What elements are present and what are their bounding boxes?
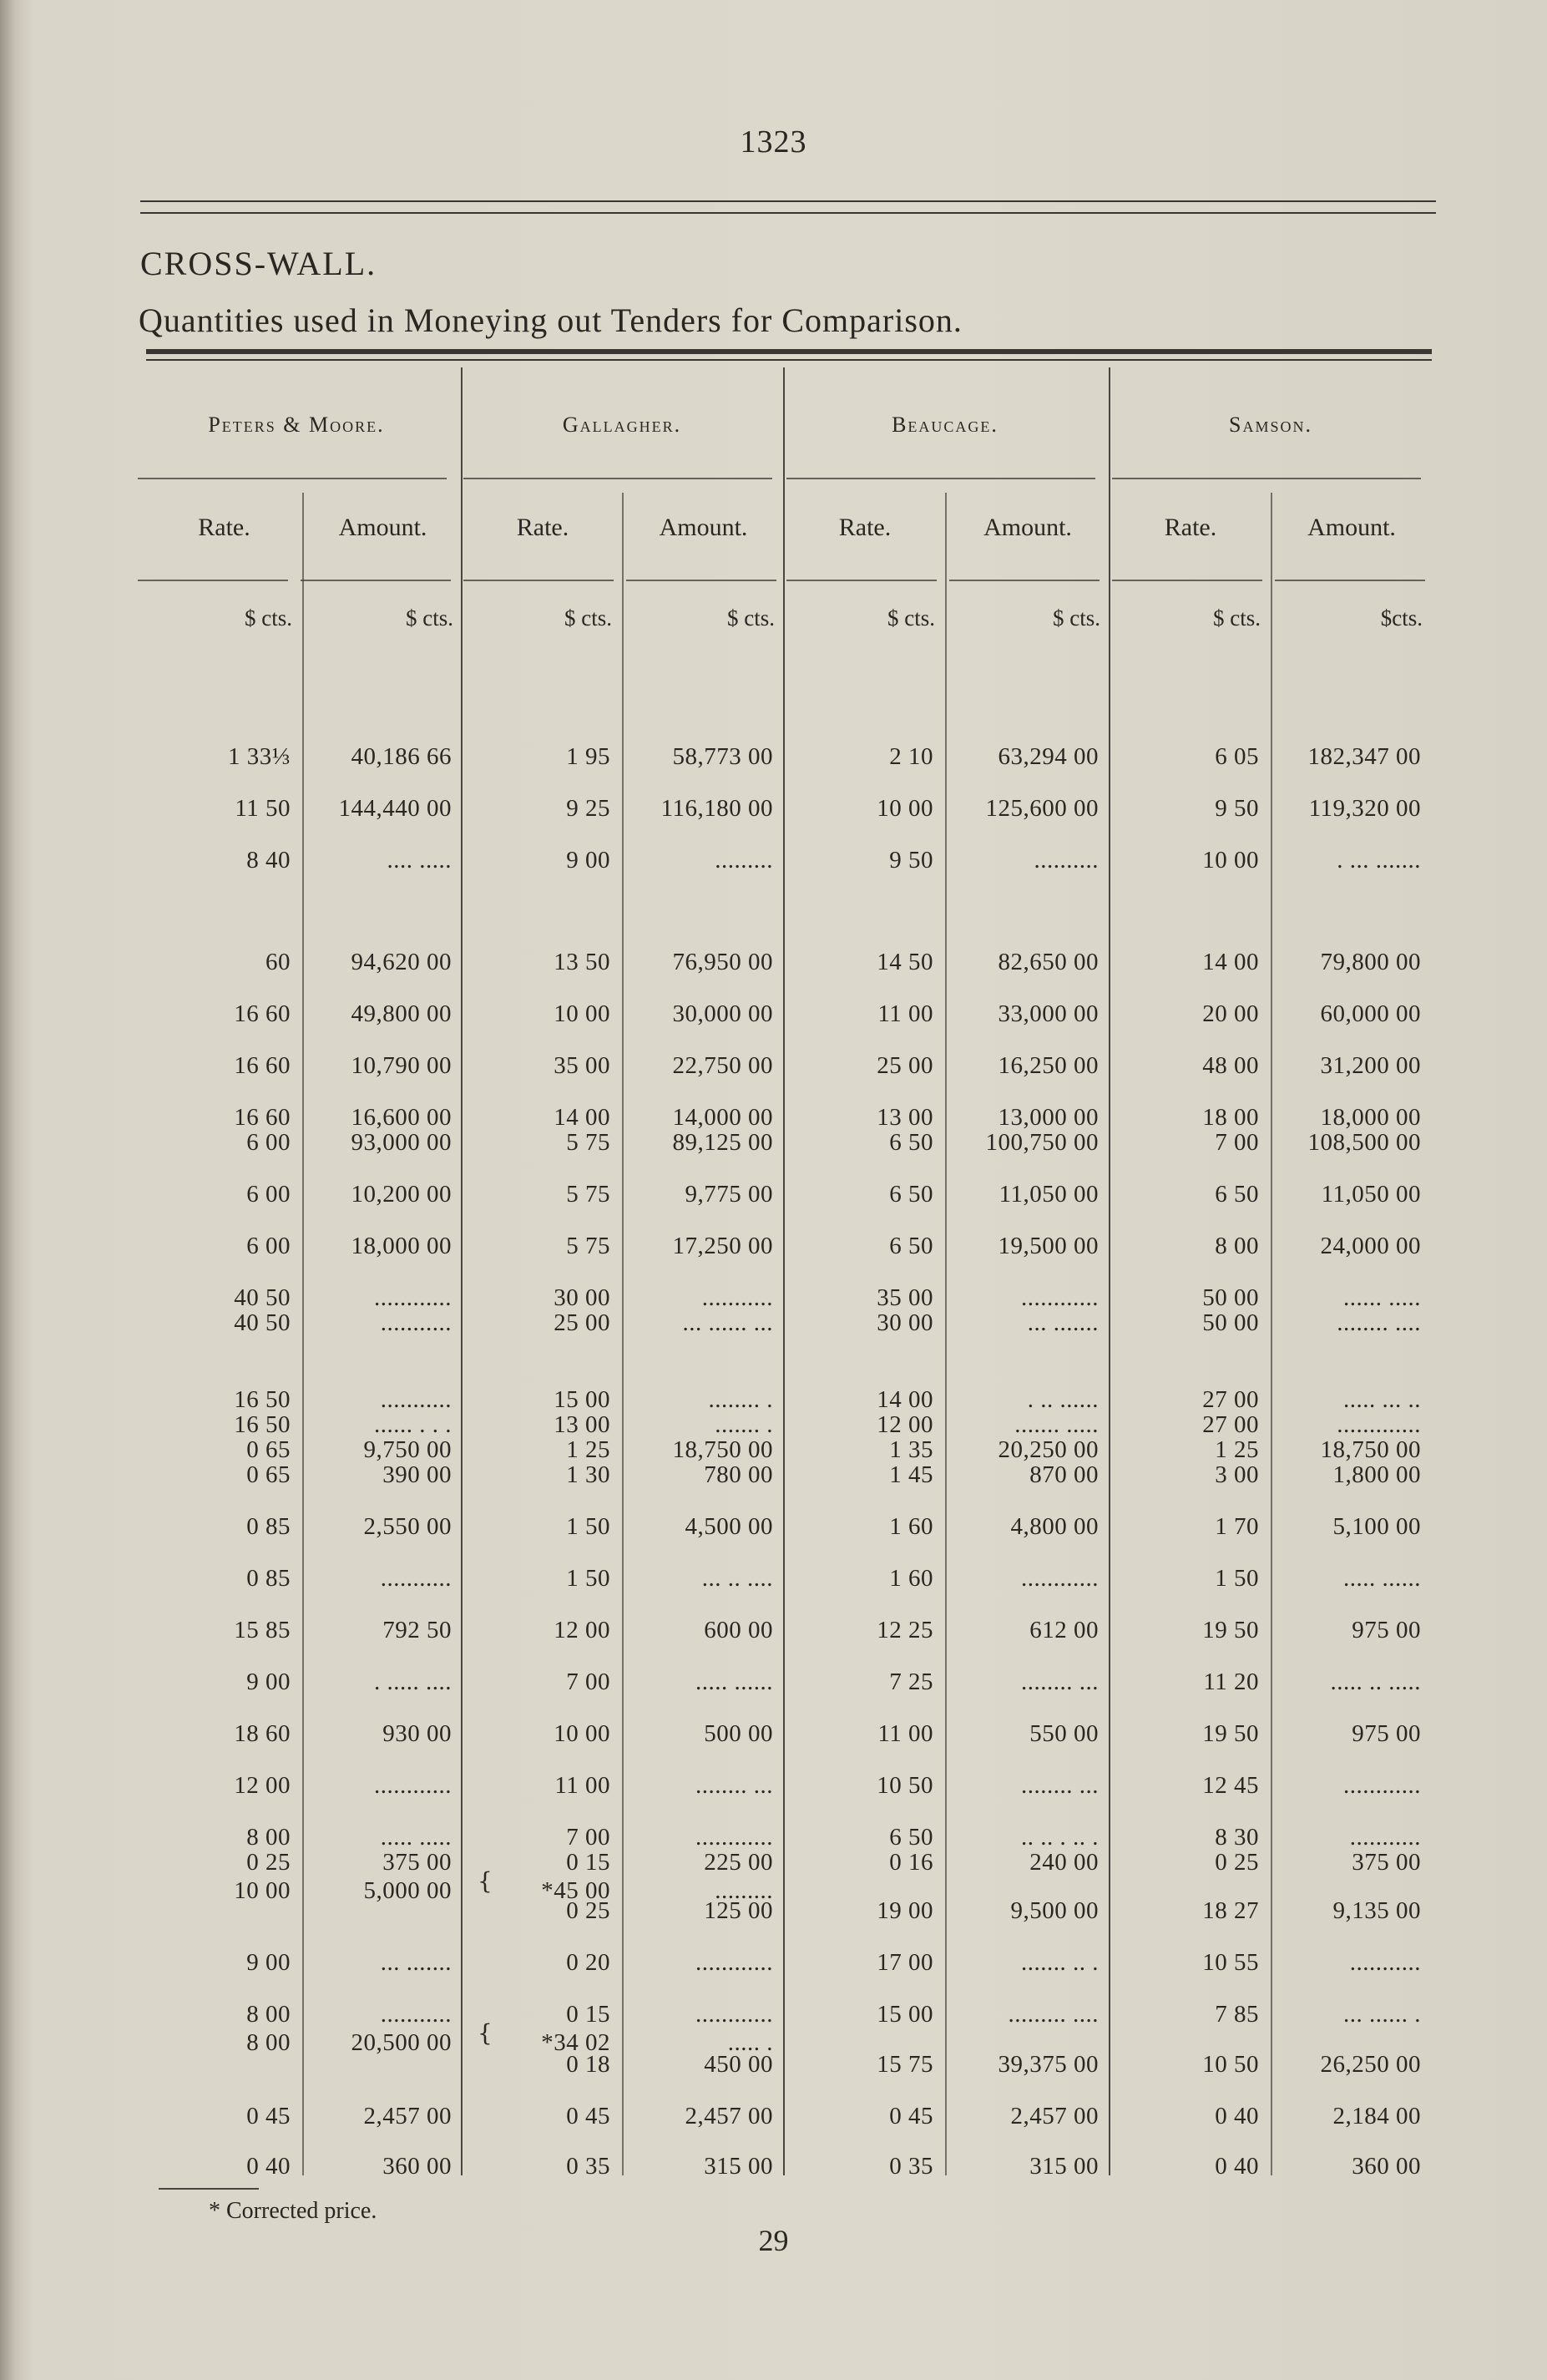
table-cell: ........ ... [1021,1669,1099,1695]
table-cell: ........ ... [1021,1772,1099,1799]
amount-header: Amount. [983,514,1072,541]
table-cell: 315 00 [1029,2153,1099,2180]
table-cell: 4,500 00 [685,1513,773,1540]
table-cell: 11 00 [877,1000,933,1027]
table-cell: 1 60 [889,1565,933,1592]
table-cell: 18 27 [1202,1897,1259,1924]
table-cell: 11 20 [1203,1669,1259,1695]
table-cell: 9 25 [566,795,610,822]
table-cell: 13 50 [554,949,610,975]
table-cell: 10,200 00 [351,1181,452,1208]
table-cell: 8 00 [246,2029,291,2056]
table-cell: 612 00 [1029,1617,1099,1643]
table-cell: 14,000 00 [672,1104,773,1131]
table-cell: 1 50 [1215,1565,1259,1592]
header-thin-rule [146,359,1432,361]
tenderer-name: Gallagher. [562,413,682,437]
table-cell: 2,457 00 [685,2103,773,2129]
table-cell: 16,600 00 [351,1104,452,1131]
table-cell: 16 60 [234,1052,291,1079]
table-cell: ............ [695,1949,773,1976]
table-cell: 780 00 [704,1461,773,1488]
table-cell: 20 00 [1202,1000,1259,1027]
table-cell: 18,750 00 [1320,1436,1421,1463]
table-cell: 16 50 [234,1386,291,1413]
table-cell: 1 25 [1215,1436,1259,1463]
table-cell: 10 00 [234,1877,291,1904]
table-cell: 144,440 00 [338,795,452,822]
table-cell: 0 25 [246,1849,291,1876]
table-cell: 60,000 00 [1320,1000,1421,1027]
table-cell: 58,773 00 [672,743,773,770]
table-cell: 14 00 [554,1104,610,1131]
table-cell: 10 00 [554,1720,610,1747]
table-cell: 119,320 00 [1308,795,1421,822]
table-cell: 14 00 [877,1386,933,1413]
table-cell: 6 50 [889,1233,933,1259]
table-cell: 1 25 [566,1436,610,1463]
table-cell: ... .. .... [701,1565,773,1592]
table-cell: 7 00 [566,1669,610,1695]
table-cell: 18,000 00 [1320,1104,1421,1131]
table-cell: 9,135 00 [1332,1897,1421,1924]
table-cell: 20,250 00 [998,1436,1099,1463]
table-cell: 1 60 [889,1513,933,1540]
table-cell: 2,457 00 [363,2103,452,2129]
group-divider [461,367,463,2175]
table-cell: 9 00 [246,1669,291,1695]
table-cell: ............ [1343,1772,1421,1799]
table-cell: 0 65 [246,1461,291,1488]
table-cell: 1,800 00 [1332,1461,1421,1488]
table-cell: 0 65 [246,1436,291,1463]
group-underline [786,478,1095,479]
table-cell: 40 50 [234,1309,291,1336]
table-cell: 5 75 [566,1129,610,1156]
table-cell: 100,750 00 [985,1129,1099,1156]
unit-header: $ cts. [727,605,775,630]
table-cell: 8 00 [1215,1233,1259,1259]
table-cell: 1 45 [889,1461,933,1488]
table-cell: 19,500 00 [998,1233,1099,1259]
table-cell: ........ ... [695,1772,773,1799]
table-cell: 18,000 00 [351,1233,452,1259]
table-cell: 6 00 [246,1129,291,1156]
table-cell: ............ [695,2001,773,2028]
table-cell: 375 00 [1352,1849,1421,1876]
table-cell: 60 [265,949,291,975]
table-cell: .......... [1034,847,1099,874]
table-cell: 5,000 00 [363,1877,452,1904]
table-cell: 6 50 [889,1181,933,1208]
table-cell: 31,200 00 [1320,1052,1421,1079]
table-cell: 0 15 [566,2001,610,2028]
table-cell: 0 85 [246,1565,291,1592]
table-cell: 12 00 [234,1772,291,1799]
table-cell: ........... [380,1565,452,1592]
table-cell: 76,950 00 [672,949,773,975]
amount-header: Amount. [1307,514,1396,541]
table-cell: ... ....... [1027,1309,1099,1336]
rate-header: Rate. [1164,514,1217,541]
table-cell: 390 00 [382,1461,452,1488]
table-cell: 450 00 [704,2051,773,2078]
table-cell: ........... [1349,1824,1421,1851]
table-cell: 0 20 [566,1949,610,1976]
column-underline [949,580,1100,581]
table-cell: 48 00 [1202,1052,1259,1079]
table-cell: 975 00 [1352,1720,1421,1747]
table-cell: *34 02 [541,2029,610,2056]
table-cell: ........... [1349,1949,1421,1976]
table-cell: 79,800 00 [1320,949,1421,975]
table-cell: 20,500 00 [351,2029,452,2056]
group-underline [463,478,772,479]
table-cell: ..... ...... [695,1669,773,1695]
table-cell: 19 50 [1202,1617,1259,1643]
table-cell: 19 50 [1202,1720,1259,1747]
table-cell: ......... [715,847,773,874]
table-cell: ...... ..... [1343,1284,1421,1311]
top-rule [140,200,1436,202]
table-cell: .... ..... [387,847,452,874]
table-cell: ............ [1021,1284,1099,1311]
table-cell: 1 50 [566,1513,610,1540]
table-cell: ..... ...... [1343,1565,1421,1592]
table-cell: 0 40 [1215,2103,1259,2129]
table-cell: ............ [374,1772,452,1799]
brace-icon: { [478,2019,493,2047]
amount-header: Amount. [659,514,748,541]
table-cell: ..... .. ..... [1330,1669,1421,1695]
unit-header: $ cts. [245,605,292,630]
column-underline [1275,580,1425,581]
table-cell: 11,050 00 [1321,1181,1421,1208]
table-cell: 116,180 00 [660,795,773,822]
table-cell: 600 00 [704,1617,773,1643]
table-cell: ........... [701,1284,773,1311]
table-cell: 9 50 [1215,795,1259,822]
table-cell: ....... .. . [1021,1949,1099,1976]
table-cell: 33,000 00 [998,1000,1099,1027]
table-cell: 930 00 [382,1720,452,1747]
table-cell: ........ . [708,1386,773,1413]
table-cell: 11,050 00 [998,1181,1099,1208]
table-cell: 0 35 [566,2153,610,2180]
table-cell: 9,775 00 [685,1181,773,1208]
table-cell: 4,800 00 [1010,1513,1099,1540]
rate-header: Rate. [838,514,892,541]
table-cell: 22,750 00 [672,1052,773,1079]
table-cell: 30 00 [877,1309,933,1336]
table-cell: ........... [380,1309,452,1336]
table-cell: 125,600 00 [985,795,1099,822]
table-cell: 12 25 [877,1617,933,1643]
table-cell: 17,250 00 [672,1233,773,1259]
group-underline [138,478,447,479]
column-underline [626,580,776,581]
table-cell: 25 00 [877,1052,933,1079]
brace-icon: { [478,1867,493,1895]
table-cell: 49,800 00 [351,1000,452,1027]
table-cell: 8 00 [246,1824,291,1851]
table-cell: 16 60 [234,1000,291,1027]
table-cell: 0 35 [889,2153,933,2180]
table-cell: 7 00 [1215,1129,1259,1156]
table-cell: 0 45 [246,2103,291,2129]
table-cell: ....... . [715,1411,773,1438]
column-underline [138,580,288,581]
table-cell: 1 33⅓ [228,743,291,770]
table-cell: 27 00 [1202,1411,1259,1438]
table-cell: 27 00 [1202,1386,1259,1413]
table-cell: 870 00 [1029,1461,1099,1488]
table-cell: 18 60 [234,1720,291,1747]
table-cell: 40 50 [234,1284,291,1311]
table-cell: 15 85 [234,1617,291,1643]
table-cell: ............ [695,1824,773,1851]
table-cell: ..... ..... [380,1824,452,1851]
table-cell: 30 00 [554,1284,610,1311]
table-cell: 1 95 [566,743,610,770]
table-cell: 94,620 00 [351,949,452,975]
table-cell: 25 00 [554,1309,610,1336]
table-cell: ..... . [727,2029,773,2056]
table-cell: 1 70 [1215,1513,1259,1540]
table-cell: 0 15 [566,1849,610,1876]
table-cell: 24,000 00 [1320,1233,1421,1259]
table-cell: 7 00 [566,1824,610,1851]
table-cell: ....... ..... [1014,1411,1099,1438]
table-cell: 16 50 [234,1411,291,1438]
table-cell: 50 00 [1202,1309,1259,1336]
table-cell: . ... ....... [1337,847,1421,874]
table-cell: 225 00 [704,1849,773,1876]
table-cell: 9 00 [566,847,610,874]
tenderer-name: Peters & Moore. [208,413,385,437]
column-underline [301,580,451,581]
table-cell: 6 50 [889,1824,933,1851]
table-cell: ..... ... .. [1343,1386,1421,1413]
table-cell: 39,375 00 [998,2051,1099,2078]
table-cell: 8 40 [246,847,291,874]
table-cell: 0 40 [1215,2153,1259,2180]
table-cell: 19 00 [877,1897,933,1924]
table-cell: .. .. . .. . [1021,1824,1099,1851]
table-cell: 14 50 [877,949,933,975]
table-cell: 315 00 [704,2153,773,2180]
table-cell: 0 45 [889,2103,933,2129]
unit-header: $ cts. [887,605,935,630]
table-cell: 8 30 [1215,1824,1259,1851]
table-cell: ......... .... [1008,2001,1099,2028]
table-cell: ........ .... [1337,1309,1421,1336]
table-cell: 93,000 00 [351,1129,452,1156]
table-cell: 50 00 [1202,1284,1259,1311]
table-cell: 0 25 [566,1897,610,1924]
header-heavy-rule [146,349,1432,354]
table-cell: 12 45 [1202,1772,1259,1799]
table-cell: 0 85 [246,1513,291,1540]
table-cell: 18,750 00 [672,1436,773,1463]
unit-header: $ cts. [1213,605,1261,630]
table-cell: *45 00 [541,1877,610,1904]
table-cell: ............ [1021,1565,1099,1592]
table-cell: 10 50 [877,1772,933,1799]
table-cell: 125 00 [704,1897,773,1924]
table-subtitle: Quantities used in Moneying out Tenders for Comparison. [139,301,963,339]
table-cell: 2,184 00 [1332,2103,1421,2129]
table-cell: 0 16 [889,1849,933,1876]
table-cell: 7 85 [1215,2001,1259,2028]
table-cell: ... ...... . [1343,2001,1421,2028]
section-title: CROSS-WALL. [140,245,377,282]
table-cell: 10 00 [554,1000,610,1027]
table-cell: 2,457 00 [1010,2103,1099,2129]
table-cell: . ..... .... [374,1669,452,1695]
table-cell: 3 00 [1215,1461,1259,1488]
table-cell: 2,550 00 [363,1513,452,1540]
table-cell: 15 00 [877,2001,933,2028]
top-rule-2 [140,212,1436,214]
amount-header: Amount. [338,514,427,541]
table-cell: 2 10 [889,743,933,770]
tenderer-name: Beaucage. [892,413,998,437]
table-cell: 11 00 [554,1772,610,1799]
column-underline [1112,580,1262,581]
table-cell: 17 00 [877,1949,933,1976]
table-cell: 9 00 [246,1949,291,1976]
table-cell: ...... . . . [374,1411,452,1438]
table-cell: 0 25 [1215,1849,1259,1876]
table-cell: . .. ...... [1027,1386,1099,1413]
table-cell: 1 30 [566,1461,610,1488]
table-cell: 12 00 [554,1617,610,1643]
table-cell: 1 35 [889,1436,933,1463]
table-cell: 18 00 [1202,1104,1259,1131]
table-cell: 5 75 [566,1181,610,1208]
footnote: * Corrected price. [209,2198,377,2224]
table-cell: 40,186 66 [351,743,452,770]
unit-header: $ cts. [1053,605,1100,630]
table-cell: 360 00 [1352,2153,1421,2180]
unit-header: $ cts. [564,605,612,630]
table-cell: 10 55 [1202,1949,1259,1976]
table-cell: 16,250 00 [998,1052,1099,1079]
table-cell: 11 50 [235,795,291,822]
table-cell: 15 75 [877,2051,933,2078]
table-cell: 6 00 [246,1233,291,1259]
table-cell: 0 40 [246,2153,291,2180]
table-cell: 108,500 00 [1307,1129,1421,1156]
table-cell: 8 00 [246,2001,291,2028]
table-cell: 16 60 [234,1104,291,1131]
table-cell: 1 50 [566,1565,610,1592]
table-cell: 9,750 00 [363,1436,452,1463]
table-cell: 5 75 [566,1233,610,1259]
table-cell: 500 00 [704,1720,773,1747]
table-cell: 182,347 00 [1307,743,1421,770]
column-underline [786,580,937,581]
table-cell: 15 00 [554,1386,610,1413]
table-cell: 9 50 [889,847,933,874]
page-number: 1323 [740,124,807,160]
column-underline [463,580,614,581]
table-cell: ........... [380,1386,452,1413]
table-cell: 10 00 [877,795,933,822]
unit-header: $ cts. [406,605,453,630]
table-cell: 13 00 [877,1104,933,1131]
table-cell: 792 50 [382,1617,452,1643]
group-underline [1112,478,1421,479]
folio-number: 29 [758,2224,789,2257]
table-cell: 82,650 00 [998,949,1099,975]
table-cell: ............. [1337,1411,1421,1438]
table-cell: 13,000 00 [998,1104,1099,1131]
table-cell: 10,790 00 [351,1052,452,1079]
table-cell: ......... [715,1877,773,1904]
table-cell: 12 00 [877,1411,933,1438]
table-cell: 30,000 00 [672,1000,773,1027]
table-cell: 35 00 [554,1052,610,1079]
table-cell: 10 00 [1202,847,1259,874]
table-cell: 14 00 [1202,949,1259,975]
table-cell: 89,125 00 [672,1129,773,1156]
table-cell: 7 25 [889,1669,933,1695]
table-cell: ........... [380,2001,452,2028]
table-cell: 26,250 00 [1320,2051,1421,2078]
table-cell: 975 00 [1352,1617,1421,1643]
table-cell: 9,500 00 [1010,1897,1099,1924]
table-cell: 375 00 [382,1849,452,1876]
table-cell: 6 05 [1215,743,1259,770]
rate-header: Rate. [198,514,250,541]
table-cell: 35 00 [877,1284,933,1311]
table-cell: 360 00 [382,2153,452,2180]
tenderer-name: Samson. [1229,413,1312,437]
footnote-rule [159,2188,259,2190]
table-cell: 13 00 [554,1411,610,1438]
table-cell: 6 50 [1215,1181,1259,1208]
table-cell: 0 18 [566,2051,610,2078]
table-cell: 10 50 [1202,2051,1259,2078]
table-cell: 0 45 [566,2103,610,2129]
table-cell: 11 00 [877,1720,933,1747]
table-cell: 6 50 [889,1129,933,1156]
table-cell: ............ [374,1284,452,1311]
table-cell: ... ....... [380,1949,452,1976]
table-cell: 63,294 00 [998,743,1099,770]
table-cell: 5,100 00 [1332,1513,1421,1540]
rate-header: Rate. [516,514,569,541]
table-cell: 6 00 [246,1181,291,1208]
table-cell: 240 00 [1029,1849,1099,1876]
table-cell: 550 00 [1029,1720,1099,1747]
unit-header: $cts. [1380,605,1423,630]
table-cell: ... ...... ... [682,1309,773,1336]
